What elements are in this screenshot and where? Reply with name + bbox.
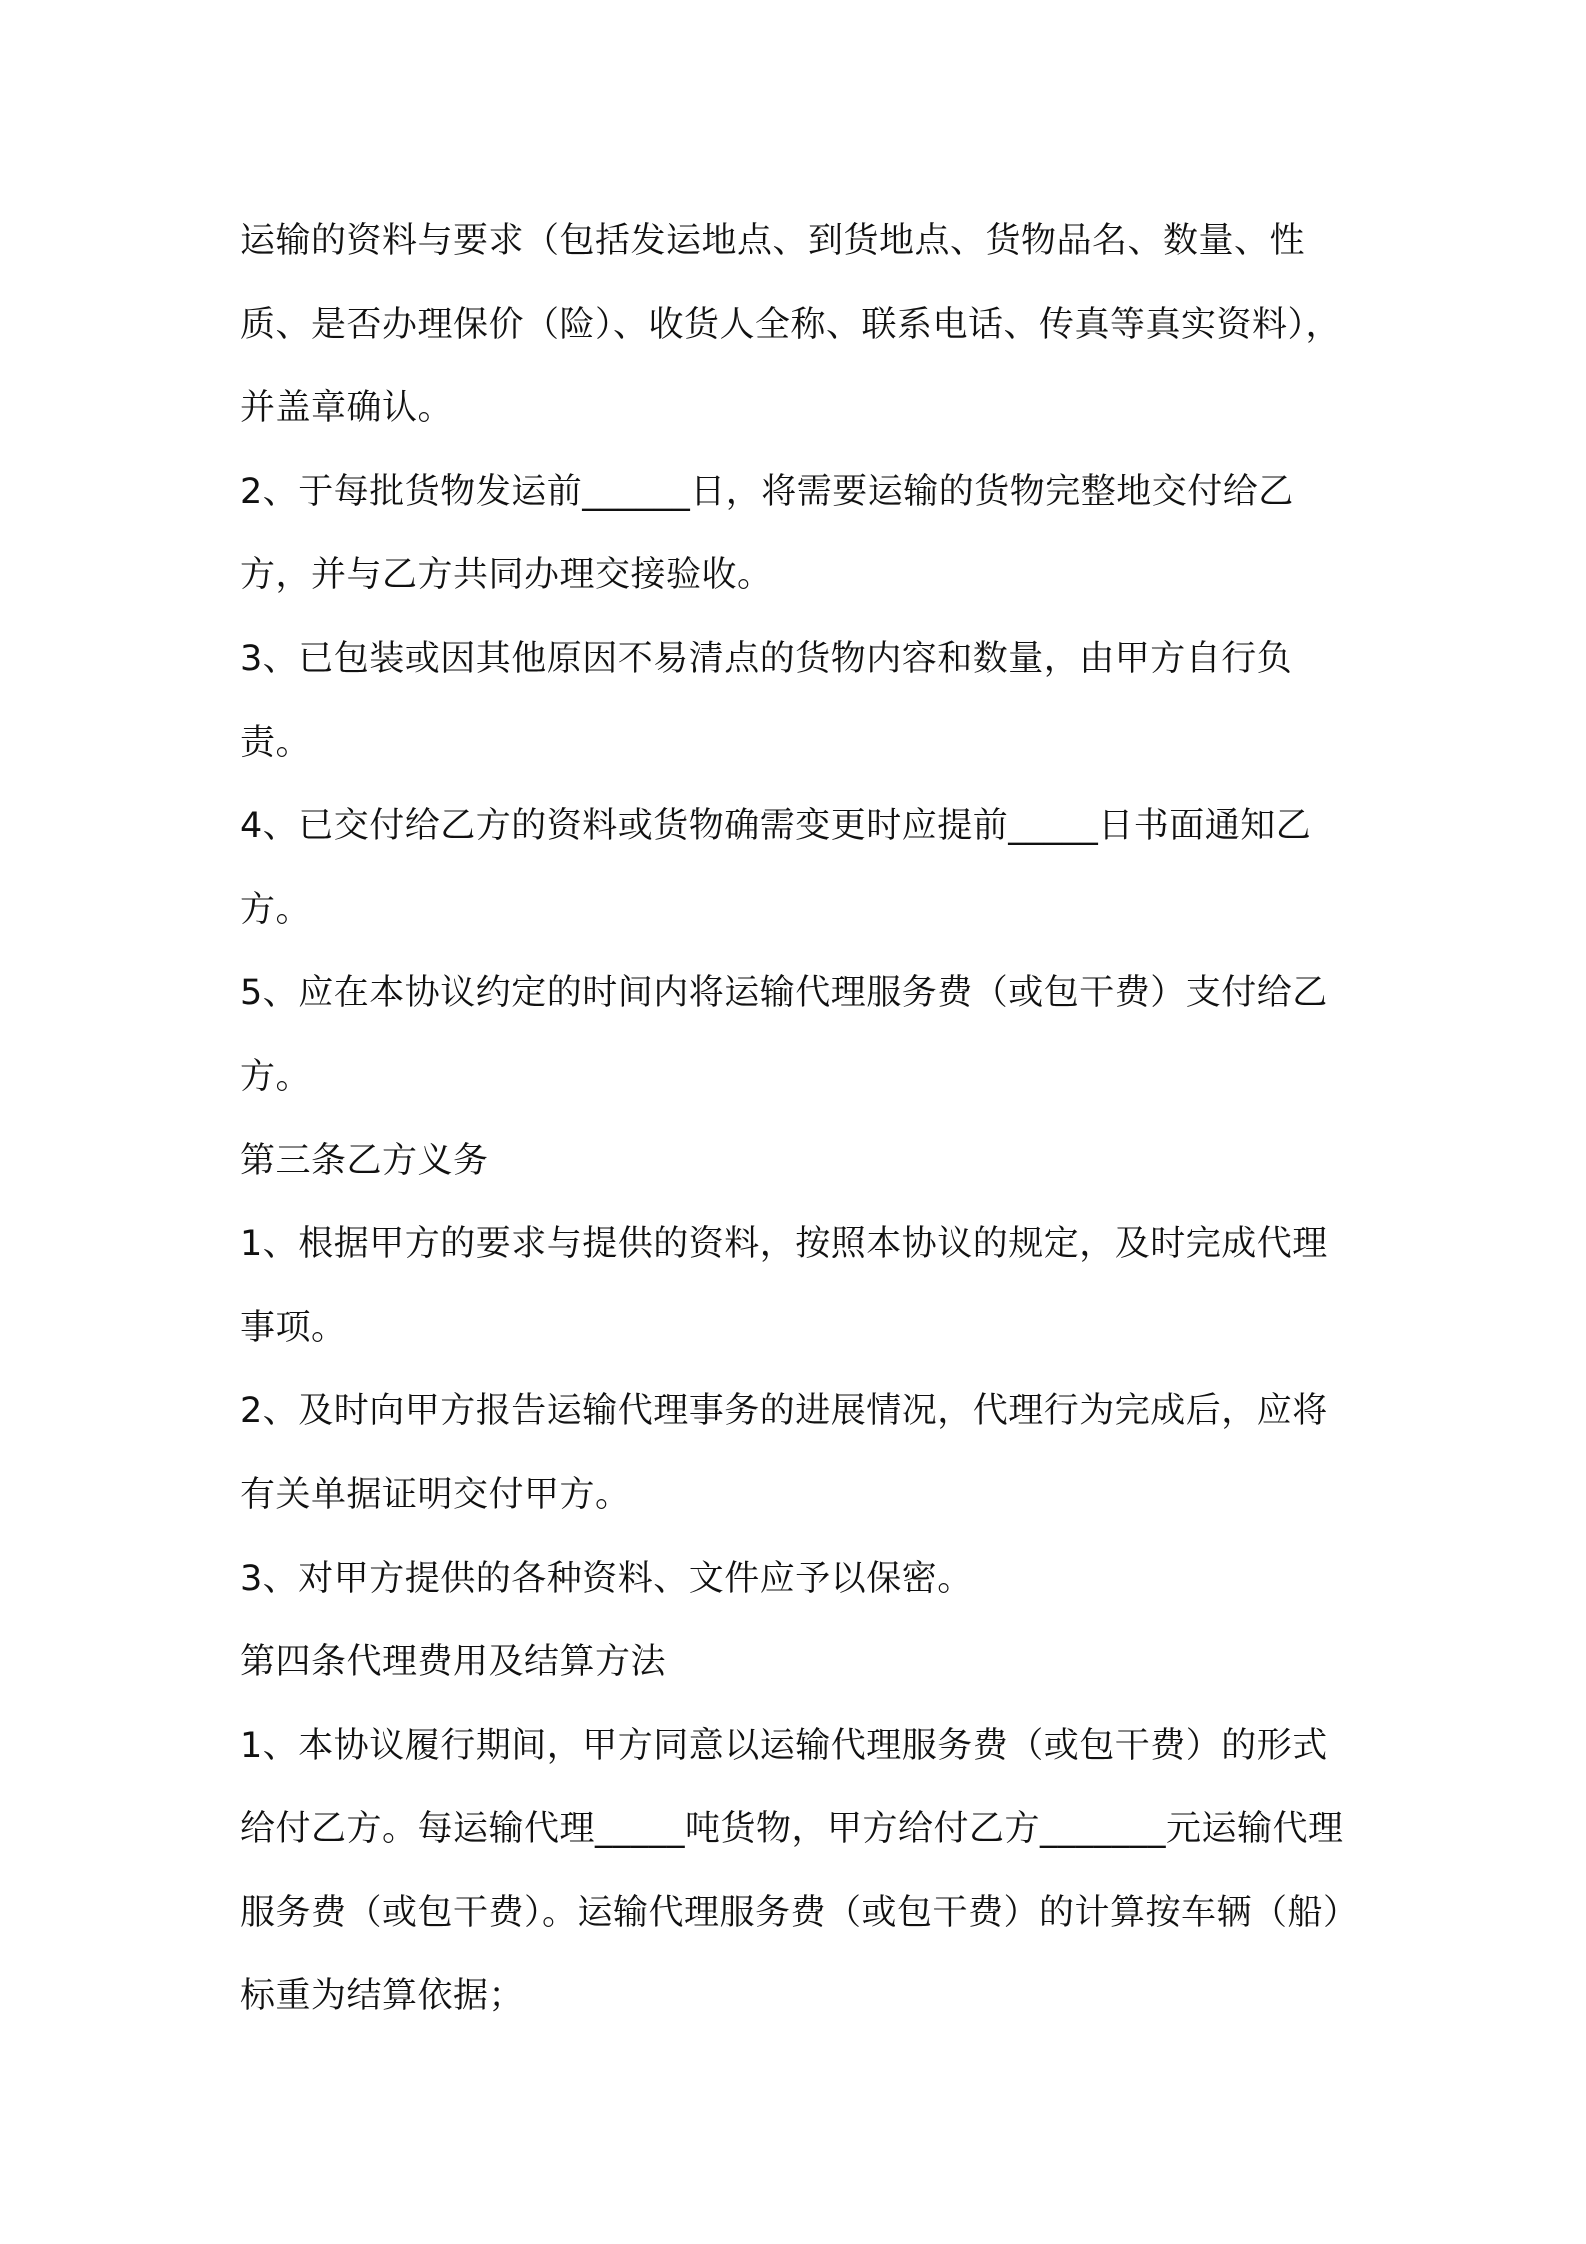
paragraph-continued: 运输的资料与要求（包括发运地点、到货地点、货物品名、数量、性质、是否办理保价（险）、收货人全称、联系电话、传真等真实资料），并盖章确认。 (240, 221, 1342, 429)
paragraph-item-2: 2、于每批货物发运前______日，将需要运输的货物完整地交付给乙方，并与乙方共同办理交接验收。 (240, 471, 1294, 596)
section3-item-3: 3、对甲方提供的各种资料、文件应予以保密。 (240, 1558, 973, 1599)
paragraph-item-3: 3、已包装或因其他原因不易清点的货物内容和数量，由甲方自行负责。 (240, 638, 1293, 763)
section3-item-2: 2、及时向甲方报告运输代理事务的进展情况，代理行为完成后，应将有关单据证明交付甲方。 (240, 1391, 1328, 1515)
section3-item-1: 1、根据甲方的要求与提供的资料，按照本协议的规定，及时完成代理事项。 (240, 1224, 1328, 1348)
section-heading-3: 第三条乙方义务 (240, 1140, 489, 1181)
section4-item-1: 1、本协议履行期间，甲方同意以运输代理服务费（或包干费）的形式给付乙方。每运输代理_____吨货物，甲方给付乙方_______元运输代理服务费（或包干费）。运输代理服务费（或包干费）的计算按车辆（船）标重为结算依据； (240, 1725, 1359, 2017)
document-body (240, 200, 1360, 2039)
paragraph-item-5: 5、应在本协议约定的时间内将运输代理服务费（或包干费）支付给乙方。 (240, 973, 1328, 1097)
section-heading-4: 第四条代理费用及结算方法 (240, 1642, 667, 1683)
paragraph-item-4: 4、已交付给乙方的资料或货物确需变更时应提前_____日书面通知乙方。 (240, 806, 1312, 930)
